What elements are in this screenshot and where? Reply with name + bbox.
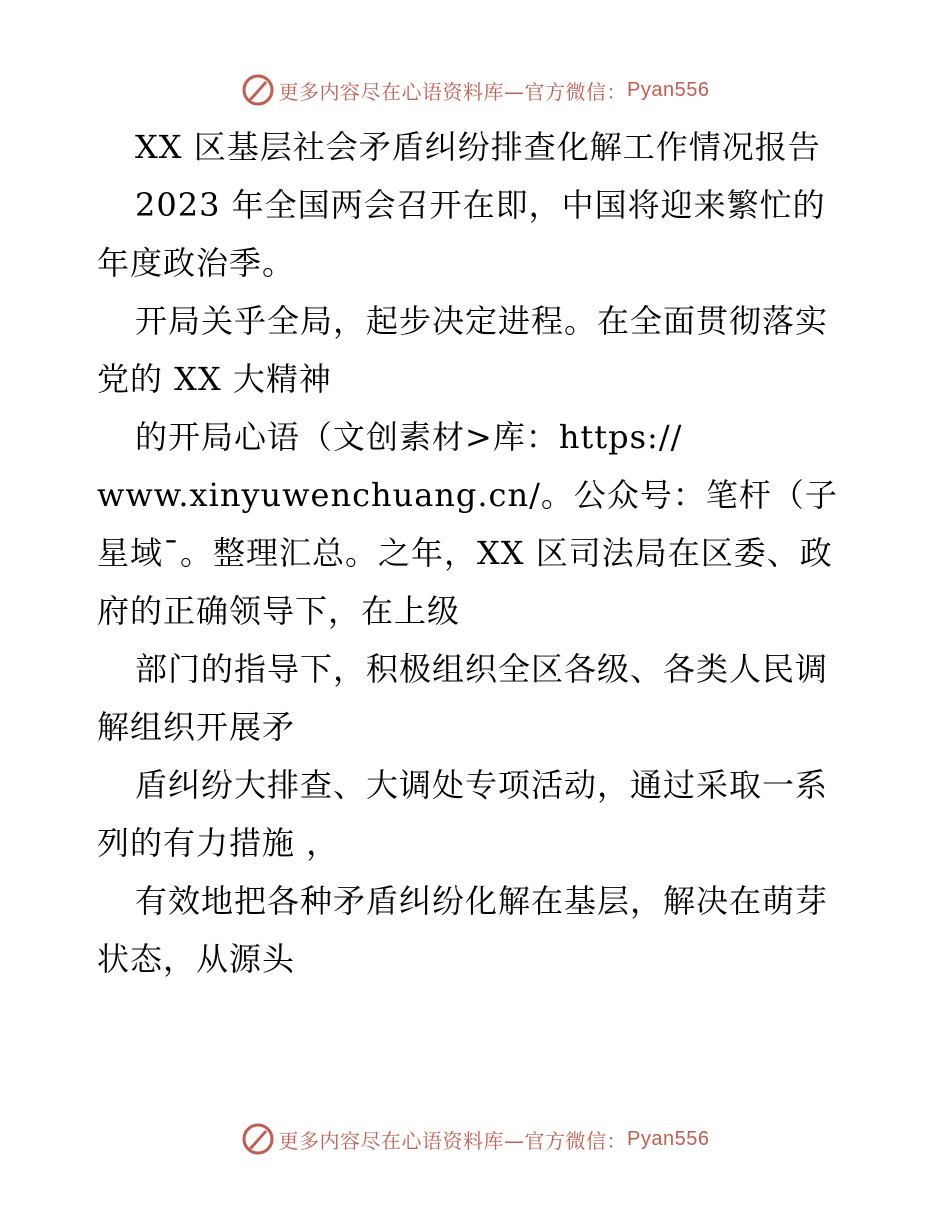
document-title: XX 区基层社会矛盾纠纷排查化解工作情况报告 [135,128,821,166]
paragraph: 盾纠纷大排查、大调处专项活动，通过采取一系列的有力措施 ， [97,766,829,862]
paragraph: www.xinyuwenchuang.cn/。公众号：笔杆（子星域¯。整理汇总。之年，XX 区司法局在区委、政府的正确领导下，在上级 [97,476,838,630]
paragraph: 开局关乎全局，起步决定进程。在全面贯彻落实党的 XX 大精神 [97,302,829,398]
watermark-text: 更多内容尽在心语资料库—官方微信： [278,1128,628,1153]
footer-watermark [0,1119,950,1159]
watermark-handle: Pyan556 [627,78,710,101]
header-watermark [0,70,950,110]
quill-badge-icon [241,73,275,107]
watermark-handle: Pyan556 [627,1127,710,1150]
paragraph: 2023 年全国两会召开在即，中国将迎来繁忙的年度政治季。 [97,186,826,282]
quill-badge-icon [241,1122,275,1156]
paragraph: 部门的指导下，积极组织全区各级、各类人民调解组织开展矛 [97,650,829,746]
paragraph: 有效地把各种矛盾纠纷化解在基层，解决在萌芽状态，从源头 [97,882,829,978]
paragraph: 的开局心语（文创素材>库：https:// [135,418,683,456]
watermark-text: 更多内容尽在心语资料库—官方微信： [278,79,628,104]
document-body [97,118,857,988]
